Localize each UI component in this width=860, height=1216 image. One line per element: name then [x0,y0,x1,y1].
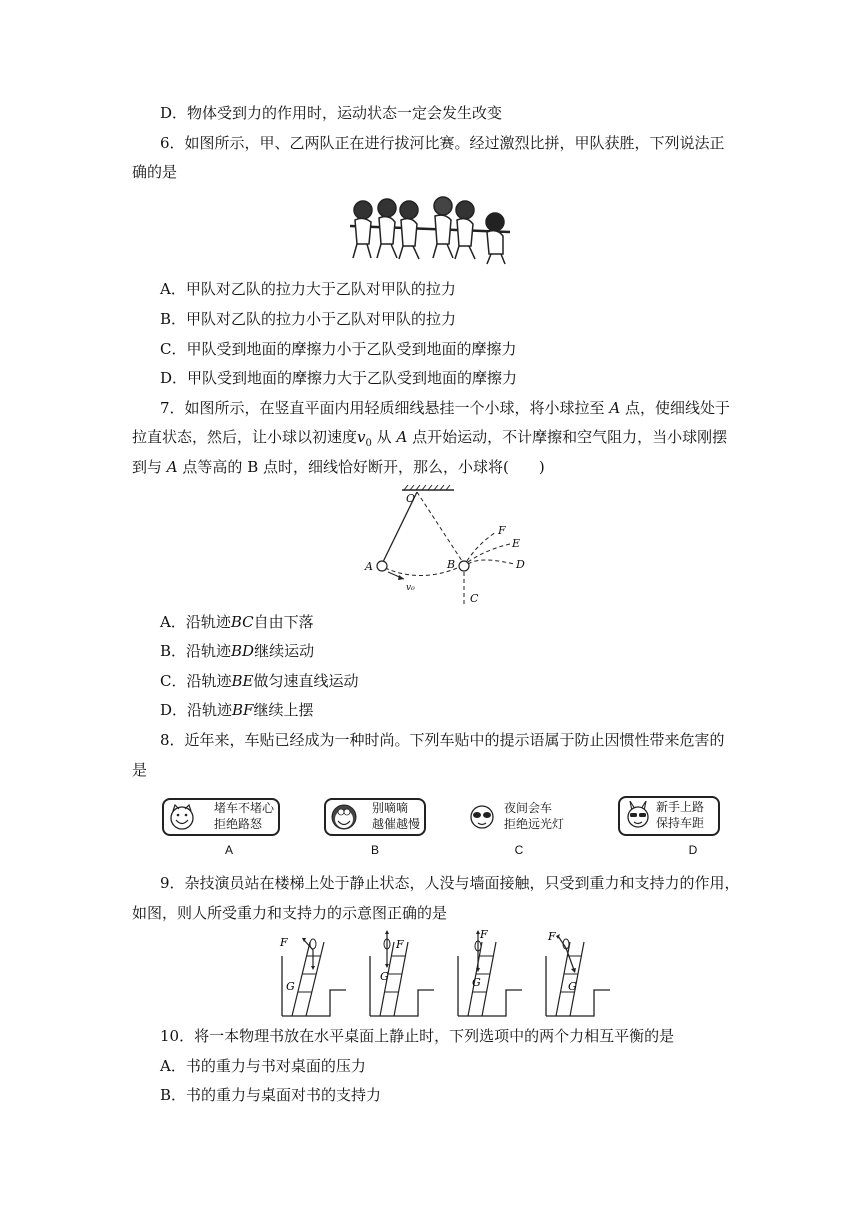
q7-option-c: C．沿轨迹BE做匀速直线运动 [160,672,359,690]
q6-option-b: B．甲队对乙队的拉力小于乙队对甲队的拉力 [160,310,457,328]
ladder-diagram-b [364,928,444,1018]
q7-option-d: D．沿轨迹BF继续上摆 [160,701,314,719]
sticker-a: 堵车不堵心 拒绝路怒 [162,798,280,836]
q8-stem-line2: 是 [132,761,148,779]
q7-stem-line2: 拉直状态，然后，让小球以初速度$v_0$ 从 A 点开始运动，不计摩擦和空气阻力，当小球刚摆 [132,428,728,449]
svg-text:F: F [548,930,556,943]
q7-stem-line3: 到与 A 点等高的 B 点时，细线恰好断开，那么，小球将( ) [132,458,545,476]
sticker-b: 别嘀嘀 越催越慢 [324,798,426,836]
ladder-diagram-d [540,928,620,1018]
svg-text:G: G [568,980,577,993]
sticker-label-c: C [514,843,524,857]
ladder-diagram-c [452,928,532,1018]
q6-option-a: A．甲队对乙队的拉力大于乙队对甲队的拉力 [160,280,456,298]
q6-option-c: C．甲队受到地面的摩擦力小于乙队受到地面的摩擦力 [160,340,517,358]
tug-of-war-figure [345,196,515,266]
q10-option-a: A．书的重力与书对桌面的压力 [160,1057,366,1075]
label-D: D [516,558,525,571]
label-B: B [447,558,456,571]
q7-stem-line1: 7．如图所示，在竖直平面内用轻质细线悬挂一个小球，将小球拉至 A 点，使细线处于 [160,399,730,417]
sticker-label-b: B [370,843,379,857]
bunny-sunglasses-icon [624,801,652,829]
svg-text:G: G [380,970,389,983]
q7-option-b: B．沿轨迹BD继续运动 [160,642,315,660]
q7-option-a: A．沿轨迹BC自由下落 [160,613,314,631]
svg-text:F: F [396,938,404,951]
q5-option-d: D．物体受到力的作用时，运动状态一定会发生改变 [160,104,503,122]
sticker-d: 新手上路 保持车距 [618,796,720,836]
doraemon-face-icon [330,803,358,831]
panda-face-icon [468,803,496,831]
sticker-label-d: D [688,843,698,857]
q6-stem-line2: 确的是 [132,163,178,181]
label-E: E [512,537,521,550]
q6-stem-line1: 6．如图所示，甲、乙两队正在进行拔河比赛。经过激烈比拼，甲队获胜，下列说法正 [160,134,725,152]
sticker-label-a: A [224,843,233,857]
cat-face-icon [168,803,196,831]
q10-stem: 10．将一本物理书放在水平桌面上静止时，下列选项中的两个力相互平衡的是 [160,1027,675,1045]
q9-stem-line2: 如图，则人所受重力和支持力的示意图正确的是 [132,904,448,922]
q6-option-d: D．甲队受到地面的摩擦力大于乙队受到地面的摩擦力 [160,369,518,387]
label-C: C [470,592,479,605]
label-v0: v₀ [406,583,415,593]
q10-option-b: B．书的重力与桌面对书的支持力 [160,1086,382,1104]
sticker-c: 夜间会车 拒绝远光灯 [462,798,576,836]
label-O: O [406,492,416,505]
svg-text:F: F [280,936,288,949]
svg-text:F: F [480,928,488,941]
q8-stem-line1: 8．近年来，车贴已经成为一种时尚。下列车贴中的提示语属于防止因惯性带来危害的 [160,731,725,749]
pendulum-figure [360,484,540,608]
label-F: F [498,524,506,537]
label-A: A [365,560,373,573]
svg-text:G: G [472,976,481,989]
svg-text:G: G [286,980,295,993]
ladder-diagram-a [276,928,356,1018]
q9-stem-line1: 9．杂技演员站在楼梯上处于静止状态，人没与墙面接触，只受到重力和支持力的作用， [160,874,740,892]
